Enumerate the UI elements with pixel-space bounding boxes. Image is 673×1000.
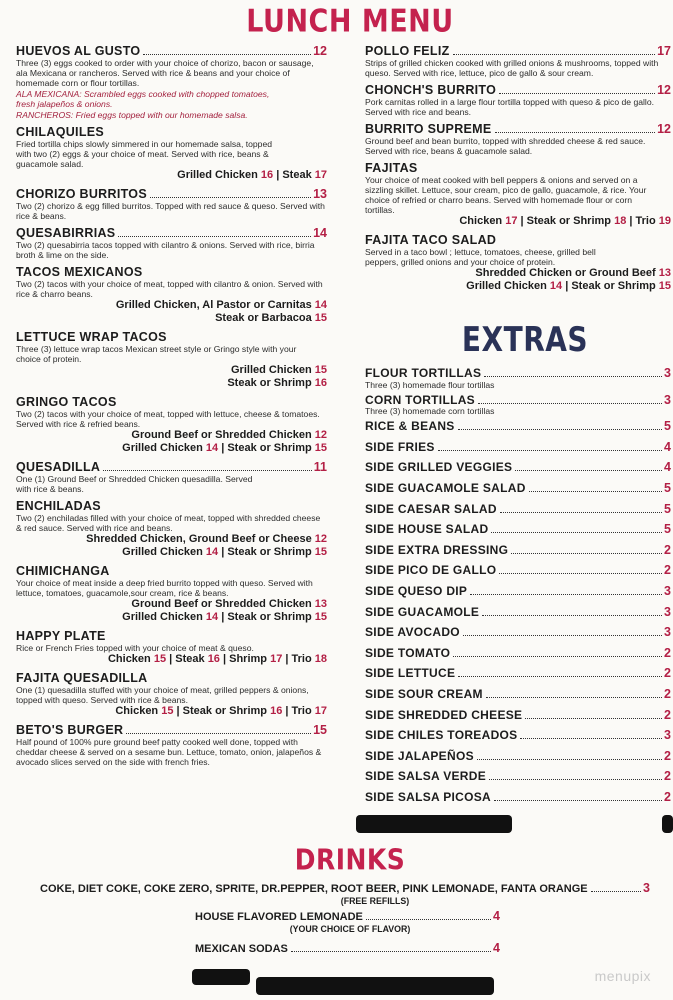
extra-price: 2 [664, 686, 671, 701]
extra-price: 2 [664, 645, 671, 660]
lunch-menu-title: LUNCH MENU [246, 3, 454, 40]
item-options: Steak or Shrimp 16 [227, 377, 327, 389]
item-name: HUEVOS AL GUSTO [16, 44, 141, 58]
extra-item [365, 563, 671, 584]
item-description: Your choice of meat cooked with bell peppers & onions and served on a sizzling skillet. Lettuce, sour cream, pico de gallo, guacamole, & rice. Your choice of refried or charro beans. Served with homemade flour or corn tortillas. [365, 175, 647, 215]
extra-price: 3 [664, 728, 671, 743]
extra-item [365, 419, 671, 440]
item-options: Ground Beef or Shredded Chicken 13 [131, 598, 327, 610]
menu-item-gringo-tacos [16, 396, 327, 455]
extra-price: 5 [664, 480, 671, 495]
extra-price: 2 [664, 563, 671, 578]
item-name: FAJITAS [365, 161, 418, 175]
item-name: FAJITA QUESADILLA [16, 671, 148, 685]
menu-item-chonchs-burrito [365, 84, 671, 117]
item-price: 17 [657, 44, 671, 58]
extra-price: 2 [664, 789, 671, 804]
item-name: BURRITO SUPREME [365, 122, 492, 136]
menu-item-tacos-mexicanos [16, 266, 327, 325]
menu-item-chorizo-burritos [16, 188, 327, 221]
extra-name: SIDE AVOCADO [365, 625, 460, 640]
extra-item [365, 543, 671, 564]
item-description: Strips of grilled chicken cooked with grilled onions & mushrooms, topped with queso. Served with rice, lettuce, pico de gallo & sour cream. [365, 58, 659, 78]
extra-name: SIDE CHILES TOREADOS [365, 728, 518, 743]
extra-item [365, 790, 671, 811]
item-name: BETO'S BURGER [16, 723, 124, 737]
menu-item-enchiladas [16, 500, 327, 559]
item-options: Shredded Chicken or Ground Beef 13 [475, 267, 671, 279]
extra-item [365, 481, 671, 502]
item-options: Chicken 15 | Steak 16 | Shrimp 17 | Trio 18 [107, 653, 327, 665]
lunch-left-column [16, 45, 327, 773]
drink-item-mexican-sodas [195, 942, 500, 956]
extra-description: Three (3) homemade flour tortillas [365, 379, 495, 390]
drink-name: HOUSE FLAVORED LEMONADE [195, 911, 363, 923]
drinks-section [40, 882, 650, 956]
item-description: Half pound of 100% pure ground beef patty cooked well done, topped with cheddar cheese & served on a sesame bun. Lettuce, tomato, onion, jalapeños & avocado slices served on the side with french fries. [16, 737, 322, 767]
lunch-right-column [365, 45, 671, 299]
extra-name: SIDE QUESO DIP [365, 583, 468, 598]
item-options: Chicken 15 | Steak or Shrimp 16 | Trio 17 [115, 705, 327, 717]
item-options: Ground Beef or Shredded Chicken 12 [131, 429, 327, 441]
extra-name: SIDE EXTRA DRESSING [365, 542, 509, 557]
extra-name: SIDE FRIES [365, 439, 435, 454]
drink-price: 4 [493, 941, 500, 955]
extra-name: SIDE SALSA VERDE [365, 769, 487, 784]
extra-item [365, 366, 671, 390]
item-description: Pork carnitas rolled in a large flour tortilla topped with queso & pico de gallo. Served with rice and beans. [365, 97, 655, 117]
extra-price: 3 [664, 604, 671, 619]
item-price: 12 [657, 83, 671, 97]
extra-item [365, 687, 671, 708]
extra-name: SIDE PICO DE GALLO [365, 563, 497, 578]
item-description: Three (3) eggs cooked to order with your choice of chorizo, bacon or sausage, ala Mexicana or rancheros. Served with rice & beans and your choice of homemade corn or flour tortillas. [16, 58, 314, 88]
item-description: Fried tortilla chips slowly simmered in our homemade salsa, topped with two (2) eggs & your choice of meat. Served with rice, beans & guacamole salad. [16, 139, 273, 169]
extra-name: SIDE HOUSE SALAD [365, 522, 489, 537]
item-options: Grilled Chicken 14 | Steak or Shrimp 15 [122, 546, 327, 558]
item-name: CHONCH'S BURRITO [365, 83, 497, 97]
item-subnote: RANCHEROS: Fried eggs topped with our homemade salsa. [16, 110, 248, 120]
item-name: ENCHILADAS [16, 499, 101, 513]
item-name: QUESABIRRIAS [16, 226, 116, 240]
extra-item [365, 460, 671, 481]
menu-item-pollo-feliz [365, 45, 671, 78]
item-name: TACOS MEXICANOS [16, 265, 143, 279]
extra-name: SIDE SOUR CREAM [365, 686, 483, 701]
extra-price: 4 [664, 439, 671, 454]
item-description: Two (2) enchiladas filled with your choice of meat, topped with shredded cheese & red sauce. Served with rice and beans. [16, 513, 321, 533]
extra-price: 2 [664, 542, 671, 557]
menu-item-fajitas [365, 162, 671, 228]
item-options: Grilled Chicken 14 | Steak or Shrimp 15 [466, 280, 671, 292]
menu-item-burrito-supreme [365, 123, 671, 156]
item-description: One (1) Ground Beef or Shredded Chicken quesadilla. Served with rice & beans. [16, 474, 253, 494]
item-name: GRINGO TACOS [16, 395, 117, 409]
item-options: Shredded Chicken, Ground Beef or Cheese 12 [86, 533, 327, 545]
menu-item-chilaquiles [16, 126, 327, 182]
item-name: LETTUCE WRAP TACOS [16, 330, 167, 344]
item-options: Grilled Chicken 14 | Steak or Shrimp 15 [122, 442, 327, 454]
drink-item-lemonade [195, 910, 500, 924]
extra-item [365, 502, 671, 523]
extra-item [365, 749, 671, 770]
item-name: CHORIZO BURRITOS [16, 187, 147, 201]
extra-price: 5 [664, 419, 671, 434]
menu-item-happy-plate [16, 630, 327, 666]
extra-name: RICE & BEANS [365, 419, 455, 434]
redaction-bar [256, 977, 494, 995]
extra-name: SIDE CAESAR SALAD [365, 501, 497, 516]
item-description: Two (2) quesabirria tacos topped with cilantro & onions. Served with rice, birria broth & lime on the side. [16, 240, 315, 260]
item-name: CHILAQUILES [16, 125, 105, 139]
extra-name: SIDE GRILLED VEGGIES [365, 460, 513, 475]
extras-title: EXTRAS [461, 319, 589, 360]
drink-name: MEXICAN SODAS [195, 943, 288, 955]
extra-price: 4 [664, 460, 671, 475]
extra-name: SIDE SALSA PICOSA [365, 789, 492, 804]
extra-price: 3 [664, 583, 671, 598]
item-options: Grilled Chicken 16 | Steak 17 [177, 169, 327, 181]
item-options: Chicken 17 | Steak or Shrimp 18 | Trio 19 [459, 215, 671, 227]
extra-price: 2 [664, 748, 671, 763]
drink-price: 3 [643, 881, 650, 895]
menu-item-huevos [16, 45, 327, 120]
redaction-bar [192, 969, 250, 985]
item-description: Two (2) tacos with your choice of meat, topped with lettuce, cheese & tomatoes. Served with rice & refried beans. [16, 409, 320, 429]
menu-item-betos-burger [16, 724, 327, 767]
extra-price: 3 [664, 392, 671, 407]
item-subnote: ALA MEXICANA: Scrambled eggs cooked with chopped tomatoes, fresh jalapeños & onions. [16, 89, 270, 109]
extra-price: 3 [664, 625, 671, 640]
extra-price: 2 [664, 769, 671, 784]
item-name: POLLO FELIZ [365, 44, 450, 58]
extra-price: 3 [664, 366, 671, 380]
extra-name: SIDE SHREDDED CHEESE [365, 707, 523, 722]
item-price: 15 [313, 723, 327, 737]
extra-name: FLOUR TORTILLAS [365, 366, 482, 380]
extra-item [365, 666, 671, 687]
drink-name: COKE, DIET COKE, COKE ZERO, SPRITE, DR.PEPPER, ROOT BEER, PINK LEMONADE, FANTA ORANGE [40, 883, 588, 895]
extra-name: SIDE LETTUCE [365, 666, 456, 681]
item-price: 13 [313, 187, 327, 201]
drink-item-sodas [40, 882, 650, 896]
item-description: Ground beef and bean burrito, topped with shredded cheese & red sauce. Served with rice, beans & guacamole salad. [365, 136, 646, 156]
drink-note: (FREE REFILLS) [340, 896, 410, 906]
extra-name: SIDE GUACAMOLE SALAD [365, 480, 526, 495]
item-options: Grilled Chicken 15 [231, 364, 327, 376]
menu-item-fajita-quesadilla [16, 672, 327, 718]
item-price: 14 [313, 226, 327, 240]
extra-name: SIDE TOMATO [365, 645, 451, 660]
menu-item-quesabirrias [16, 227, 327, 260]
drink-note: (YOUR CHOICE OF FLAVOR) [289, 924, 411, 934]
item-price: 12 [313, 44, 327, 58]
item-description: Two (2) chorizo & egg filled burritos. Topped with red sauce & queso. Served with rice & beans. [16, 201, 325, 221]
item-name: FAJITA TACO SALAD [365, 233, 497, 247]
extra-price: 2 [664, 707, 671, 722]
extra-item [365, 728, 671, 749]
item-description: Three (3) lettuce wrap tacos Mexican street style or Gringo style with your choice of protein. [16, 344, 297, 364]
extra-item [365, 625, 671, 646]
extra-item [365, 393, 671, 417]
extra-name: SIDE JALAPEÑOS [365, 748, 474, 763]
extra-name: CORN TORTILLAS [365, 392, 475, 407]
extra-item [365, 646, 671, 667]
extra-item [365, 440, 671, 461]
extra-price: 5 [664, 501, 671, 516]
item-description: Served in a taco bowl ; lettuce, tomatoes, cheese, grilled bell peppers, grilled onions and your choice of protein. [365, 247, 596, 267]
item-options: Grilled Chicken 14 | Steak or Shrimp 15 [122, 611, 327, 623]
drinks-title: DRINKS [294, 842, 406, 877]
menu-item-lettuce-wrap-tacos [16, 331, 327, 390]
item-name: CHIMICHANGA [16, 564, 110, 578]
item-name: HAPPY PLATE [16, 629, 106, 643]
redaction-bar [662, 815, 673, 833]
item-description: Two (2) tacos with your choice of meat, topped with cilantro & onion. Served with rice & charro beans. [16, 279, 323, 299]
extra-price: 5 [664, 522, 671, 537]
menu-item-chimichanga [16, 565, 327, 624]
extra-item [365, 708, 671, 729]
extra-item [365, 769, 671, 790]
item-options: Steak or Barbacoa 15 [215, 312, 327, 324]
extra-item [365, 605, 671, 626]
item-price: 11 [313, 460, 327, 474]
item-description: One (1) quesadilla stuffed with your choice of meat, grilled peppers & onions, topped with queso. Served with rice & beans. [16, 685, 309, 705]
extra-description: Three (3) homemade corn tortillas [365, 406, 495, 417]
item-name: QUESADILLA [16, 460, 101, 474]
item-description: Your choice of meat inside a deep fried burrito topped with queso. Served with lettuce, tomatoes, guacamole,sour cream, rice & beans. [16, 578, 313, 598]
menu-item-quesadilla [16, 461, 327, 494]
drink-price: 4 [493, 909, 500, 923]
extra-price: 2 [664, 666, 671, 681]
item-options: Grilled Chicken, Al Pastor or Carnitas 14 [115, 299, 327, 311]
item-price: 12 [657, 122, 671, 136]
extras-list [365, 366, 671, 810]
menu-item-fajita-taco-salad [365, 234, 671, 293]
extra-name: SIDE GUACAMOLE [365, 604, 480, 619]
watermark: menupix [594, 968, 651, 984]
item-description: Rice or French Fries topped with your choice of meat & queso. [16, 643, 254, 653]
extra-item [365, 584, 671, 605]
extra-item [365, 522, 671, 543]
redaction-bar [356, 815, 512, 833]
